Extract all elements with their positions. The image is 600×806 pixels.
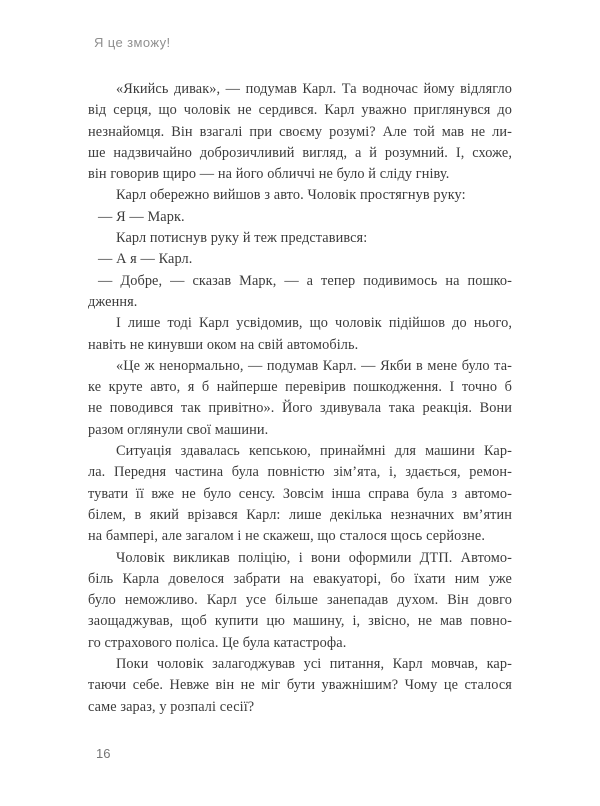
text-line: — А я — Карл. <box>98 251 193 268</box>
text-line: Карл потиснув руку й теж представився: <box>116 230 368 247</box>
text-line: було неможливо. Карл усе більше занепадав духом. Він довго <box>88 592 512 609</box>
text-line: го страхового поліса. Це була катастрофа. <box>88 634 347 651</box>
text-line: він говорив щиро — на його обличчі не було й сліду гніву. <box>88 166 450 183</box>
text-line: саме зараз, у розпалі сесії? <box>88 698 255 715</box>
text-line: — Я — Марк. <box>98 208 185 225</box>
text-line: Чоловік викликав поліцію, і вони оформили ДТП. Автомо- <box>116 549 512 566</box>
text-line: «Якийсь дивак», — подумав Карл. Та водночас йому відлягло <box>116 81 512 97</box>
text-line: ке круте авто, я б найперше перевірив пошкодження. І точно б <box>88 379 512 396</box>
text-line: разом оглянули свої машини. <box>88 421 269 438</box>
text-line: ла. Передня частина була повністю зім’ята, і, здається, ремон- <box>88 464 512 481</box>
text-line: ше надзвичайно доброзичливий вигляд, а й розумний. І, схоже, <box>88 144 512 161</box>
text-line: біль Карла довелося забрати на евакуаторі, бо їхати ним уже <box>88 570 512 587</box>
text-line: незнайомця. Він взагалі при своєму розумі? Але той мав не ли- <box>88 123 512 140</box>
text-line: «Це ж ненормально, — подумав Карл. — Якби в мене було та- <box>116 357 512 374</box>
text-line: на бампері, але загалом і не скажеш, що сталося щось серйозне. <box>88 528 486 545</box>
text-line: І лише тоді Карл усвідомив, що чоловік підійшов до нього, <box>116 315 512 332</box>
text-line: тувати її вже не було сенсу. Зовсім інша справа була з автомо- <box>88 485 512 502</box>
text-line: — Добре, — сказав Марк, — а тепер подивимось на пошко- <box>98 272 512 289</box>
text-line: від серця, що чоловік не сердився. Карл уважно приглянувся до <box>88 102 512 119</box>
text-line: Поки чоловік залагоджував усі питання, Карл мовчав, кар- <box>116 656 512 673</box>
body-text-block <box>88 79 512 718</box>
text-line: білем, в який врізався Карл: лише декілька незначних вм’ятин <box>88 506 512 523</box>
page-number: 16 <box>96 746 111 761</box>
text-line: дження. <box>88 293 138 310</box>
text-line: заощаджував, щоб купити цю машину, і, звісно, не мав повно- <box>88 613 512 630</box>
text-line: Карл обережно вийшов з авто. Чоловік простягнув руку: <box>116 187 466 204</box>
text-line: таючи себе. Невже він не міг бути уважнішим? Чому це сталося <box>88 677 512 694</box>
text-line: не поводився так привітно». Його здивувала така реакція. Вони <box>88 400 512 417</box>
running-header: Я це зможу! <box>94 35 171 50</box>
text-line: Ситуація здавалась кепською, принаймні для машини Кар- <box>116 443 512 460</box>
text-line: навіть не кинувши оком на свій автомобіль. <box>88 336 359 353</box>
